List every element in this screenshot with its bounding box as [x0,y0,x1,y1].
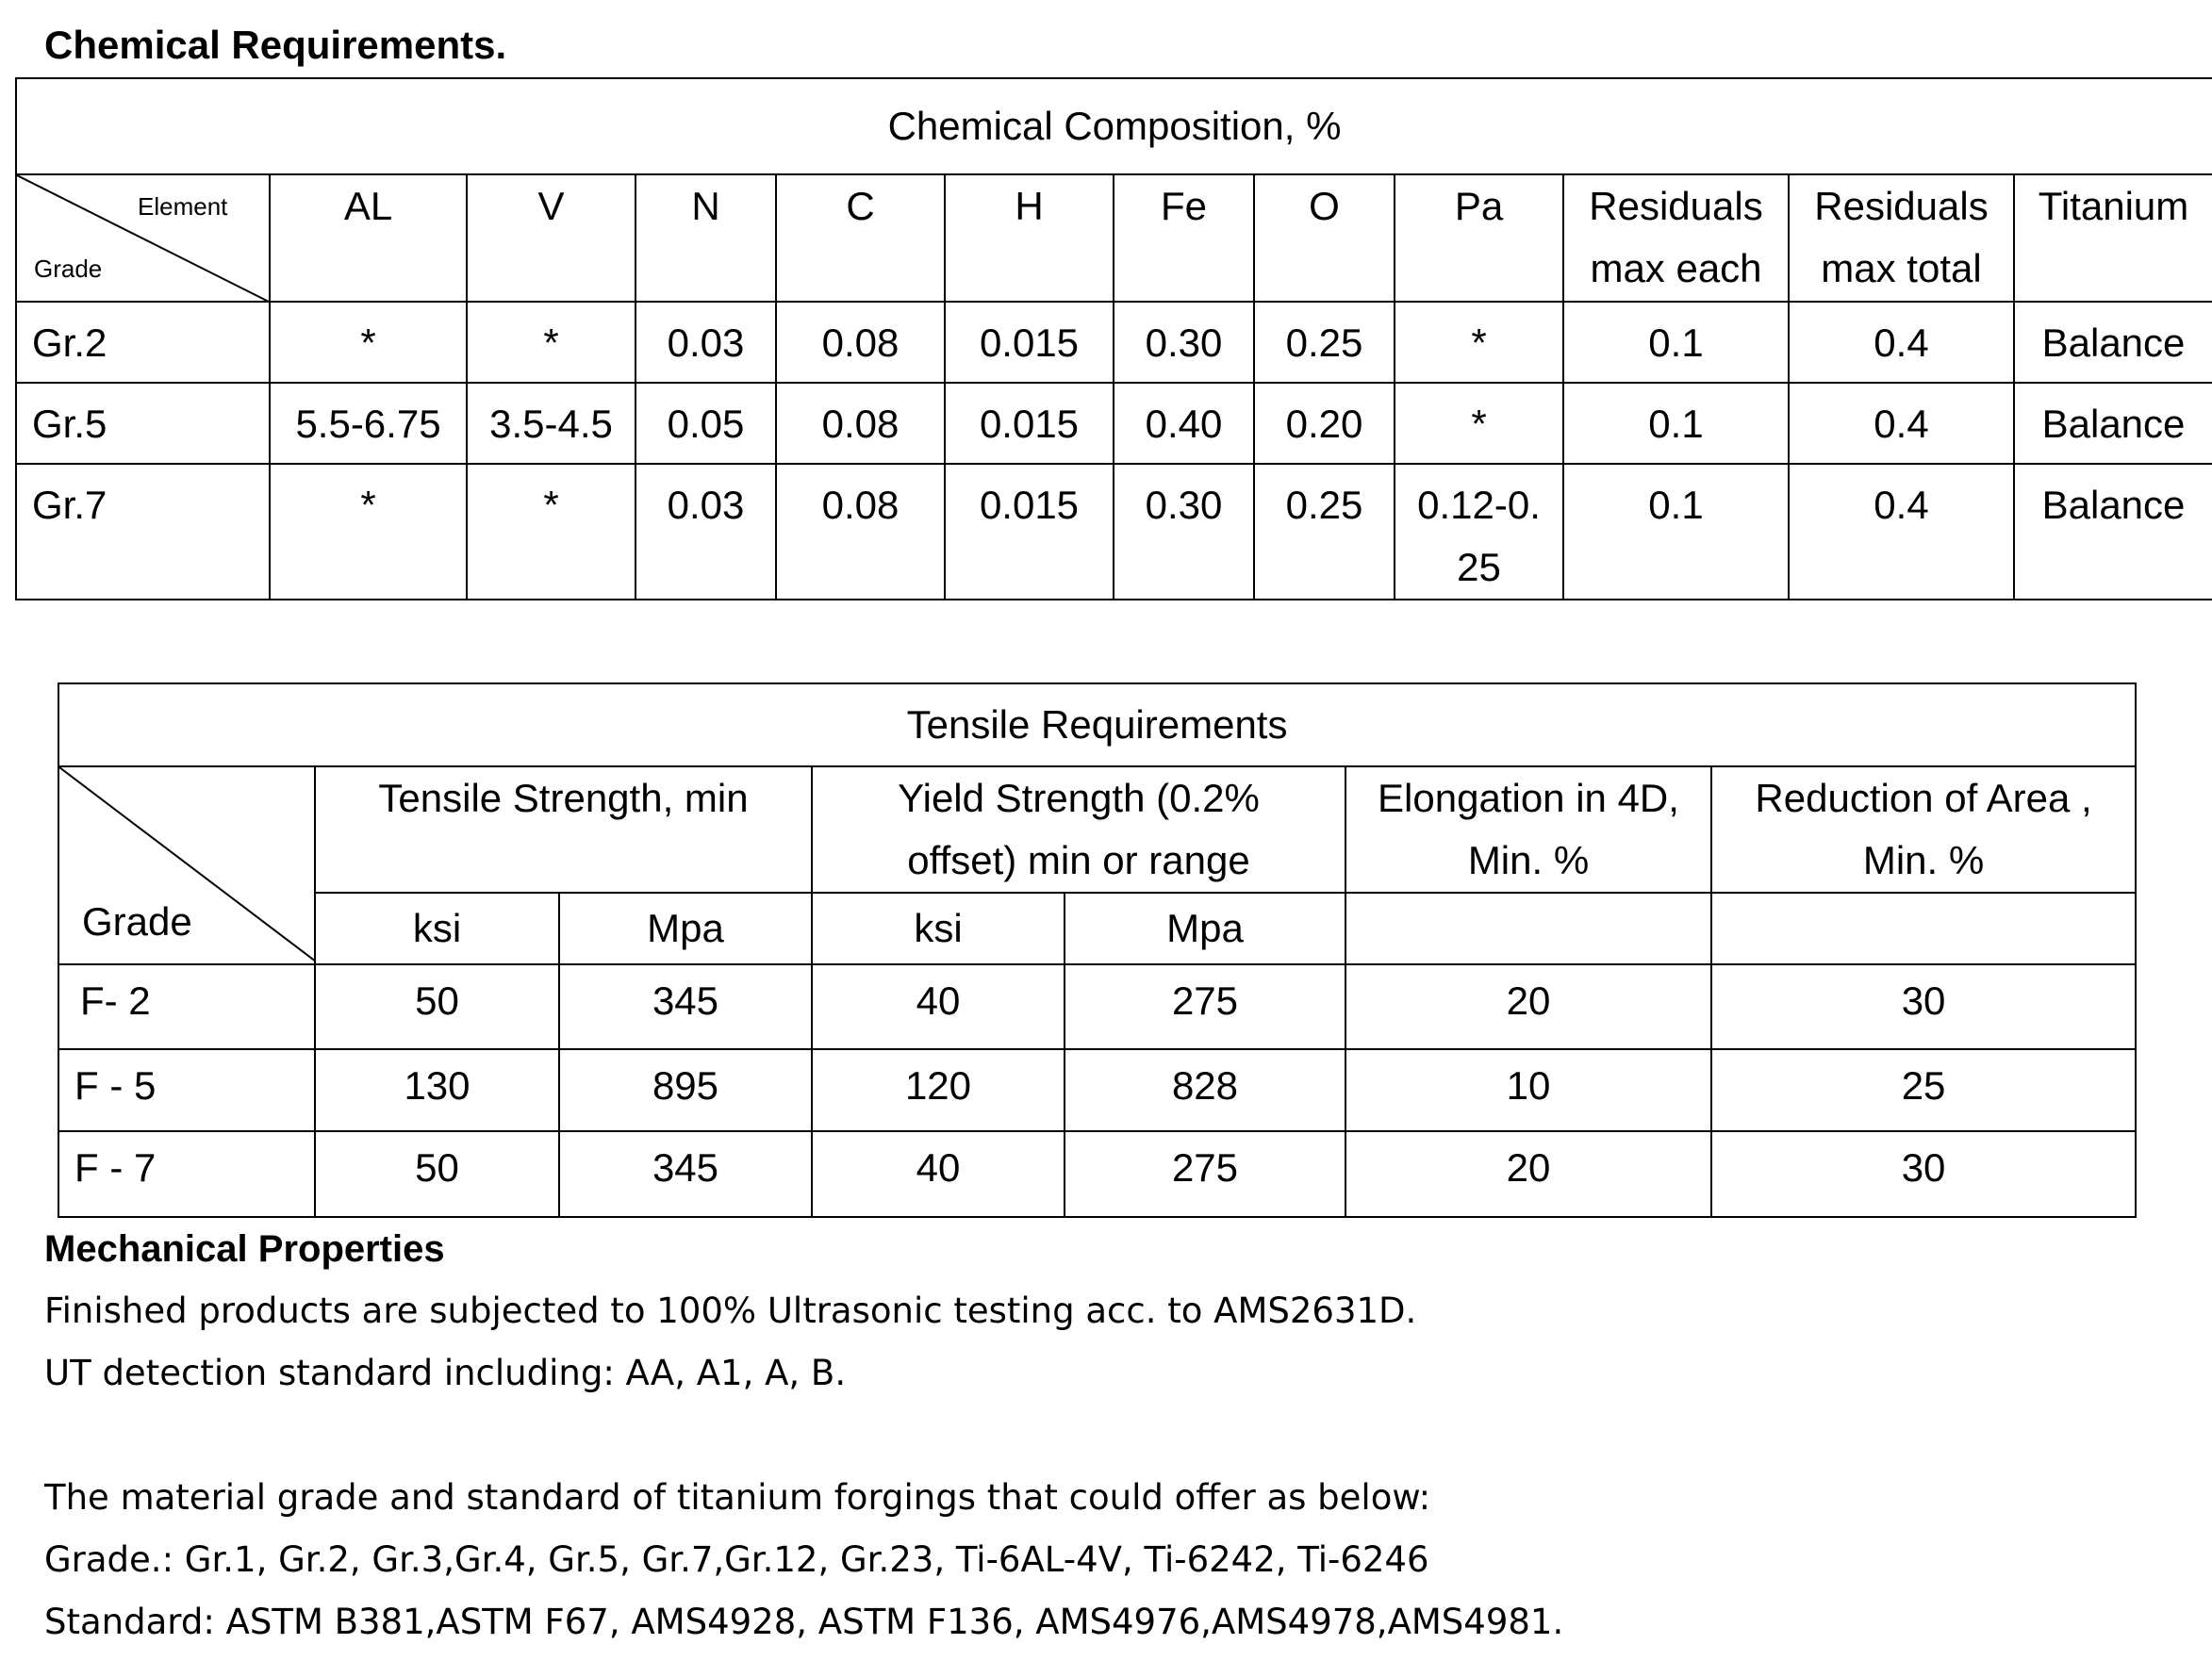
corner-grade-label: Grade [34,255,103,283]
chemical-header-al: AL [270,174,467,302]
mechanical-line-1: Finished products are subjected to 100% Ultrasonic testing acc. to AMS2631D. [44,1291,1417,1331]
tensile-value-cell: 50 [315,964,559,1049]
chemical-header-residuals-each: Residuals max each [1563,174,1789,302]
tensile-value-cell: 40 [812,1131,1065,1217]
chemical-value-cell: 0.1 [1563,464,1789,600]
chemical-header-o: O [1254,174,1395,302]
chemical-value-cell: 0.05 [636,383,776,464]
tensile-value-cell: 20 [1345,1131,1711,1217]
chemical-value-cell: 0.1 [1563,383,1789,464]
chemical-grade-cell: Gr.5 [16,383,270,464]
chemical-header-c: C [776,174,945,302]
mechanical-line-4: Grade.: Gr.1, Gr.2, Gr.3,Gr.4, Gr.5, Gr.7,Gr.12, Gr.23, Ti-6AL-4V, Ti-6242, Ti-6246 [44,1539,1429,1580]
corner-grade-label: Grade [82,899,192,944]
tensile-value-cell: 345 [559,1131,812,1217]
chemical-value-cell: 0.03 [636,302,776,383]
chemical-value-cell: 0.40 [1114,383,1254,464]
tensile-group-header: Tensile Strength, min [315,766,812,893]
chemical-table-title: Chemical Composition, % [16,78,2212,174]
tensile-row [58,964,2136,1049]
corner-element-label: Element [138,192,228,221]
tensile-table [58,682,2137,1218]
chemical-header-titanium: Titanium [2014,174,2212,302]
tensile-group-header: Yield Strength (0.2% offset) min or range [812,766,1345,893]
chemical-header-fe: Fe [1114,174,1254,302]
chemical-value-cell: 0.08 [776,383,945,464]
chemical-header-n: N [636,174,776,302]
chemical-value-cell: 0.20 [1254,383,1395,464]
chemical-value-cell: * [270,302,467,383]
chemical-value-cell: 0.015 [945,464,1114,600]
chemical-header-h: H [945,174,1114,302]
chemical-value-cell: 0.12-0. 25 [1395,464,1563,600]
chemical-grade-cell: Gr.7 [16,464,270,600]
chemical-row [16,383,2212,464]
chemical-value-cell: 0.4 [1789,383,2014,464]
chemical-corner-cell [16,174,270,302]
tensile-unit-empty [1711,893,2136,964]
chemical-value-cell: * [467,302,636,383]
tensile-group-header: Reduction of Area , Min. % [1711,766,2136,893]
tensile-grade-cell: F - 5 [58,1049,315,1131]
chemical-value-cell: 0.1 [1563,302,1789,383]
tensile-value-cell: 30 [1711,964,2136,1049]
chemical-value-cell: 0.015 [945,383,1114,464]
chemical-grade-cell: Gr.2 [16,302,270,383]
tensile-value-cell: 50 [315,1131,559,1217]
chemical-value-cell: 0.03 [636,464,776,600]
mechanical-line-5: Standard: ASTM B381,ASTM F67, AMS4928, ASTM F136, AMS4976,AMS4978,AMS4981. [44,1602,1564,1642]
tensile-grade-cell: F - 7 [58,1131,315,1217]
mechanical-heading: Mechanical Properties [44,1228,445,1270]
chemical-value-cell: 3.5-4.5 [467,383,636,464]
tensile-unit-ksi: ksi [315,893,559,964]
tensile-unit-mpa: Mpa [559,893,812,964]
chemical-value-cell: 0.4 [1789,464,2014,600]
chemical-header-pa: Pa [1395,174,1563,302]
chemical-value-cell: 0.08 [776,302,945,383]
tensile-value-cell: 828 [1065,1049,1345,1131]
tensile-row [58,1131,2136,1217]
tensile-value-cell: 10 [1345,1049,1711,1131]
chemical-value-cell: 0.30 [1114,302,1254,383]
tensile-group-header: Elongation in 4D, Min. % [1345,766,1711,893]
chemical-value-cell: 0.015 [945,302,1114,383]
chemical-value-cell: * [270,464,467,600]
tensile-unit-ksi: ksi [812,893,1065,964]
tensile-value-cell: 120 [812,1049,1065,1131]
tensile-value-cell: 275 [1065,1131,1345,1217]
chemical-row [16,302,2212,383]
chemical-header-v: V [467,174,636,302]
chemical-value-cell: 0.08 [776,464,945,600]
tensile-unit-mpa: Mpa [1065,893,1345,964]
tensile-value-cell: 25 [1711,1049,2136,1131]
tensile-row [58,1049,2136,1131]
tensile-value-cell: 275 [1065,964,1345,1049]
mechanical-line-2: UT detection standard including: AA, A1, A, B. [44,1353,847,1393]
chemical-value-cell: 5.5-6.75 [270,383,467,464]
mechanical-line-3: The material grade and standard of titanium forgings that could offer as below: [44,1477,1431,1518]
tensile-value-cell: 40 [812,964,1065,1049]
tensile-value-cell: 895 [559,1049,812,1131]
tensile-unit-empty [1345,893,1711,964]
chemical-table [15,77,2212,600]
chemical-value-cell: 0.25 [1254,464,1395,600]
tensile-table-title: Tensile Requirements [58,683,2136,766]
chemical-row [16,464,2212,600]
chemical-value-cell: * [1395,302,1563,383]
chemical-header-residuals-total: Residuals max total [1789,174,2014,302]
chemical-value-cell: 0.4 [1789,302,2014,383]
chemical-value-cell: Balance [2014,383,2212,464]
chemical-value-cell: Balance [2014,302,2212,383]
tensile-value-cell: 20 [1345,964,1711,1049]
tensile-corner-cell [58,766,315,964]
tensile-value-cell: 345 [559,964,812,1049]
chemical-value-cell: 0.30 [1114,464,1254,600]
chemical-heading: Chemical Requirements. [44,23,507,67]
tensile-value-cell: 130 [315,1049,559,1131]
chemical-value-cell: Balance [2014,464,2212,600]
tensile-grade-cell: F- 2 [58,964,315,1049]
tensile-value-cell: 30 [1711,1131,2136,1217]
chemical-value-cell: * [467,464,636,600]
chemical-value-cell: 0.25 [1254,302,1395,383]
chemical-value-cell: * [1395,383,1563,464]
